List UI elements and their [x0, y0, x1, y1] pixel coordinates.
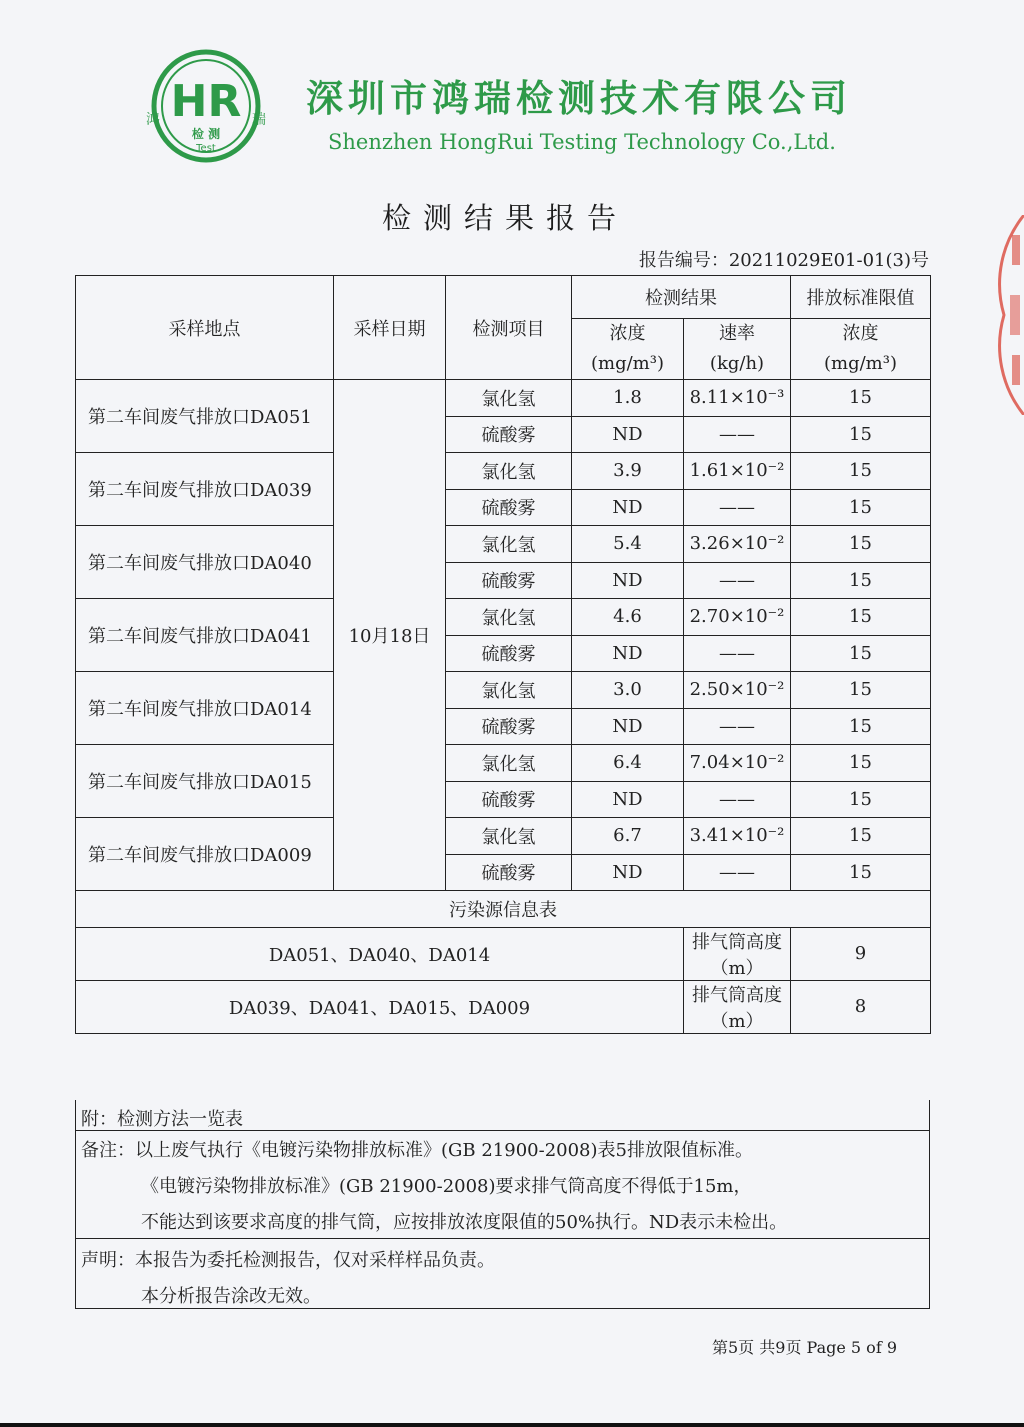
- table-row: [76, 453, 931, 490]
- company-name-en: Shenzhen HongRui Testing Technology Co.,Ltd.: [328, 130, 836, 154]
- cell-limit: 15: [791, 854, 931, 891]
- statement-line-2: 本分析报告涂改无效。: [141, 1286, 321, 1307]
- cell-conc: 6.7: [572, 818, 684, 855]
- cell-conc: 4.6: [572, 599, 684, 636]
- cell-conc: ND: [572, 854, 684, 891]
- sampling-date: 10月18日: [334, 380, 446, 891]
- cell-limit: 15: [791, 599, 931, 636]
- sampling-location: 第二车间废气排放口DA039: [76, 453, 334, 526]
- cell-item: 硫酸雾: [446, 854, 572, 891]
- appendix-text: 附：检测方法一览表: [81, 1109, 243, 1130]
- cell-rate: ——: [684, 562, 791, 599]
- cell-item: 氯化氢: [446, 599, 572, 636]
- table-row: [76, 526, 931, 563]
- table-row: [76, 818, 931, 855]
- header-rate-label: 速率: [719, 323, 755, 344]
- cell-item: 氯化氢: [446, 380, 572, 417]
- cell-conc: 3.0: [572, 672, 684, 709]
- cell-rate: 1.61×10⁻²: [684, 453, 791, 490]
- sampling-location: 第二车间废气排放口DA040: [76, 526, 334, 599]
- cell-rate: ——: [684, 416, 791, 453]
- cell-item: 氯化氢: [446, 818, 572, 855]
- cell-limit: 15: [791, 416, 931, 453]
- cell-item: 硫酸雾: [446, 708, 572, 745]
- cell-rate: ——: [684, 635, 791, 672]
- table-row: [76, 672, 931, 709]
- cell-conc: ND: [572, 416, 684, 453]
- header-date: 采样日期: [334, 276, 446, 380]
- pollution-source-title: 污染源信息表: [76, 891, 931, 928]
- cell-item: 硫酸雾: [446, 635, 572, 672]
- header-rate-unit: (kg/h): [709, 353, 765, 374]
- company-name-cn: 深圳市鸿瑞检测技术有限公司: [306, 77, 852, 120]
- cell-limit: 15: [791, 708, 931, 745]
- cell-conc: ND: [572, 781, 684, 818]
- pollution-source-row: [76, 980, 931, 1033]
- cell-conc: ND: [572, 562, 684, 599]
- pollution-source-title-row: [76, 891, 931, 928]
- header-location: 采样地点: [76, 276, 334, 380]
- cell-item: 硫酸雾: [446, 416, 572, 453]
- header-row-1: [76, 276, 931, 319]
- cell-rate: 2.70×10⁻²: [684, 599, 791, 636]
- header-limit: 排放标准限值: [791, 276, 931, 319]
- sampling-location: 第二车间废气排放口DA015: [76, 745, 334, 818]
- cell-limit: 15: [791, 562, 931, 599]
- cell-conc: 1.8: [572, 380, 684, 417]
- sampling-location: 第二车间废气排放口DA051: [76, 380, 334, 453]
- cell-rate: ——: [684, 781, 791, 818]
- cell-rate: ——: [684, 854, 791, 891]
- cell-item: 氯化氢: [446, 453, 572, 490]
- header-conc: [572, 319, 684, 380]
- cell-limit: 15: [791, 745, 931, 782]
- sampling-location: 第二车间废气排放口DA009: [76, 818, 334, 891]
- report-number: 报告编号：20211029E01-01(3)号: [638, 250, 929, 271]
- ps-label: 排气筒高度（m）: [684, 927, 791, 980]
- header-limit-unit: (mg/m³): [824, 353, 897, 374]
- page-footer: 第5页 共9页 Page 5 of 9: [712, 1338, 898, 1357]
- cell-rate: ——: [684, 708, 791, 745]
- cell-limit: 15: [791, 781, 931, 818]
- header-limit-conc-label: 浓度: [842, 323, 879, 344]
- cell-limit: 15: [791, 526, 931, 563]
- ps-value: 8: [791, 980, 931, 1033]
- ps-outlets: DA039、DA041、DA015、DA009: [76, 980, 684, 1033]
- cell-conc: 5.4: [572, 526, 684, 563]
- cell-conc: ND: [572, 635, 684, 672]
- cell-item: 硫酸雾: [446, 781, 572, 818]
- remark-line-2: 《电镀污染物排放标准》(GB 21900-2008)要求排气筒高度不得低于15m，: [141, 1176, 752, 1197]
- statement-line-1: 声明：本报告为委托检测报告，仅对采样样品负责。: [81, 1250, 495, 1271]
- cell-limit: 15: [791, 635, 931, 672]
- pollution-source-row: [76, 927, 931, 980]
- remark-line-1: 备注：以上废气执行《电镀污染物排放标准》(GB 21900-2008)表5排放限值标准。: [81, 1140, 753, 1161]
- cell-item: 硫酸雾: [446, 489, 572, 526]
- cell-conc: ND: [572, 708, 684, 745]
- company-logo: [138, 48, 273, 166]
- header-result: 检测结果: [572, 276, 791, 319]
- ps-label: 排气筒高度（m）: [684, 980, 791, 1033]
- table-row: [76, 380, 931, 417]
- header-rate: [684, 319, 791, 380]
- cell-limit: 15: [791, 672, 931, 709]
- logo-left-char: 鸿: [146, 112, 160, 128]
- cell-limit: 15: [791, 818, 931, 855]
- cell-conc: ND: [572, 489, 684, 526]
- cell-conc: 6.4: [572, 745, 684, 782]
- seal-edge-icon: [998, 215, 1024, 415]
- cell-rate: 3.41×10⁻²: [684, 818, 791, 855]
- logo-sub-text: Test: [196, 143, 216, 154]
- divider: [76, 1238, 929, 1239]
- cell-item: 硫酸雾: [446, 562, 572, 599]
- table-row: [76, 745, 931, 782]
- cell-limit: 15: [791, 380, 931, 417]
- cell-rate: 2.50×10⁻²: [684, 672, 791, 709]
- cell-rate: ——: [684, 489, 791, 526]
- header-conc-label: 浓度: [609, 323, 646, 344]
- logo-right-char: 瑞: [252, 112, 266, 128]
- cell-item: 氯化氢: [446, 745, 572, 782]
- cell-limit: 15: [791, 489, 931, 526]
- ps-value: 9: [791, 927, 931, 980]
- cell-item: 氯化氢: [446, 672, 572, 709]
- sampling-location: 第二车间废气排放口DA041: [76, 599, 334, 672]
- sampling-location: 第二车间废气排放口DA014: [76, 672, 334, 745]
- scan-edge: [0, 1423, 1024, 1427]
- results-table: [75, 275, 931, 1034]
- remark-line-3: 不能达到该要求高度的排气筒，应按排放浓度限值的50%执行。ND表示未检出。: [141, 1212, 788, 1233]
- logo-letters: HR: [170, 76, 242, 127]
- header-item: 检测项目: [446, 276, 572, 380]
- cell-rate: 8.11×10⁻³: [684, 380, 791, 417]
- cell-item: 氯化氢: [446, 526, 572, 563]
- cell-conc: 3.9: [572, 453, 684, 490]
- report-title: 检测结果报告: [381, 201, 628, 235]
- header-conc-unit: (mg/m³): [591, 353, 664, 374]
- cell-rate: 3.26×10⁻²: [684, 526, 791, 563]
- divider: [76, 1130, 929, 1131]
- table-row: [76, 599, 931, 636]
- logo-under-text: 检 测: [191, 127, 221, 141]
- header-limit-conc: [791, 319, 931, 380]
- cell-rate: 7.04×10⁻²: [684, 745, 791, 782]
- cell-limit: 15: [791, 453, 931, 490]
- notes-box: [75, 1100, 930, 1309]
- ps-outlets: DA051、DA040、DA014: [76, 927, 684, 980]
